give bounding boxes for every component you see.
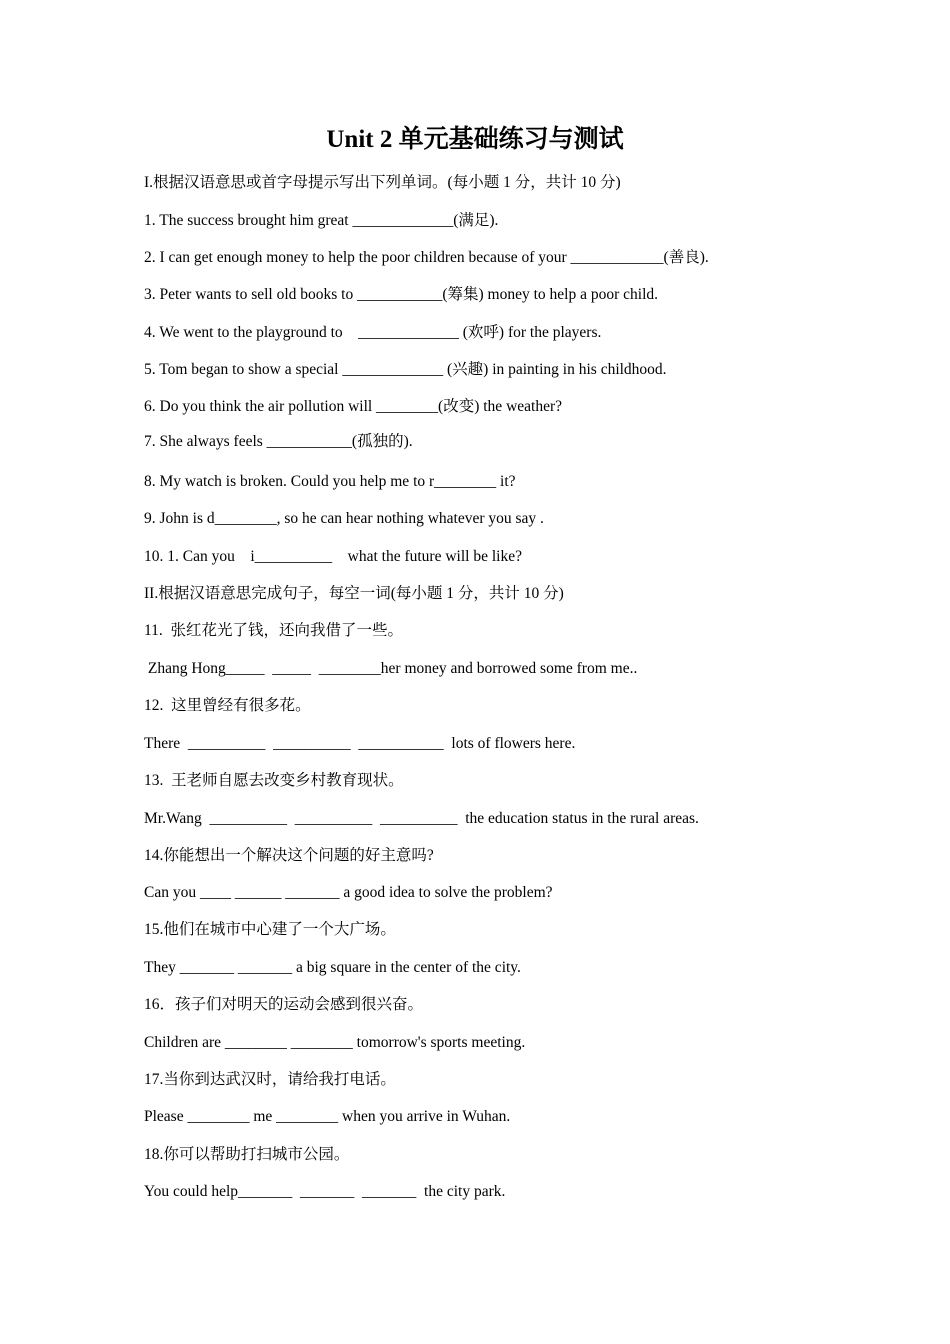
question-18-english: You could help_______ _______ _______ the city park. — [144, 1183, 506, 1200]
question-16-english: Children are ________ ________ tomorrow's sports meeting. — [144, 1034, 526, 1051]
question-6: 6. Do you think the air pollution will ________(改变) the weather? — [144, 398, 562, 415]
question-9: 9. John is d________, so he can hear nothing whatever you say . — [144, 510, 544, 527]
question-12-chinese: 12. 这里曾经有很多花。 — [144, 697, 311, 714]
section-1-heading: I.根据汉语意思或首字母提示写出下列单词。(每小题 1 分，共计 10 分) — [144, 174, 621, 191]
question-4: 4. We went to the playground to _____________ (欢呼) for the players. — [144, 324, 602, 341]
section-2-heading: II.根据汉语意思完成句子，每空一词(每小题 1 分，共计 10 分) — [144, 585, 564, 602]
page-title: Unit 2 单元基础练习与测试 — [326, 126, 624, 153]
question-13-english: Mr.Wang __________ __________ __________ the education status in the rural areas. — [144, 810, 699, 827]
question-5: 5. Tom began to show a special _____________ (兴趣) in painting in his childhood. — [144, 361, 667, 378]
question-10: 10. 1. Can you i__________ what the future will be like? — [144, 548, 522, 565]
question-3: 3. Peter wants to sell old books to ___________(筹集) money to help a poor child. — [144, 286, 659, 303]
question-1: 1. The success brought him great _____________(满足). — [144, 212, 499, 229]
question-7: 7. She always feels ___________(孤独的). — [144, 433, 413, 450]
question-16-chinese: 16．孩子们对明天的运动会感到很兴奋。 — [144, 996, 424, 1013]
question-14-chinese: 14.你能想出一个解决这个问题的好主意吗? — [144, 847, 434, 864]
question-18-chinese: 18.你可以帮助打扫城市公园。 — [144, 1146, 350, 1163]
question-11-english: Zhang Hong_____ _____ ________her money and borrowed some from me.. — [144, 660, 638, 677]
question-13-chinese: 13. 王老师自愿去改变乡村教育现状。 — [144, 772, 404, 789]
question-15-chinese: 15.他们在城市中心建了一个大广场。 — [144, 921, 396, 938]
question-15-english: They _______ _______ a big square in the center of the city. — [144, 959, 521, 976]
question-14-english: Can you ____ ______ _______ a good idea to solve the problem? — [144, 884, 553, 901]
question-11-chinese: 11. 张红花光了钱，还向我借了一些。 — [144, 622, 404, 639]
question-12-english: There __________ __________ ___________ lots of flowers here. — [144, 735, 576, 752]
question-17-chinese: 17.当你到达武汉时，请给我打电话。 — [144, 1071, 396, 1088]
question-8: 8. My watch is broken. Could you help me to r________ it? — [144, 473, 516, 490]
question-2: 2. I can get enough money to help the poor children because of your ____________(善良). — [144, 249, 709, 266]
question-17-english: Please ________ me ________ when you arrive in Wuhan. — [144, 1108, 511, 1125]
